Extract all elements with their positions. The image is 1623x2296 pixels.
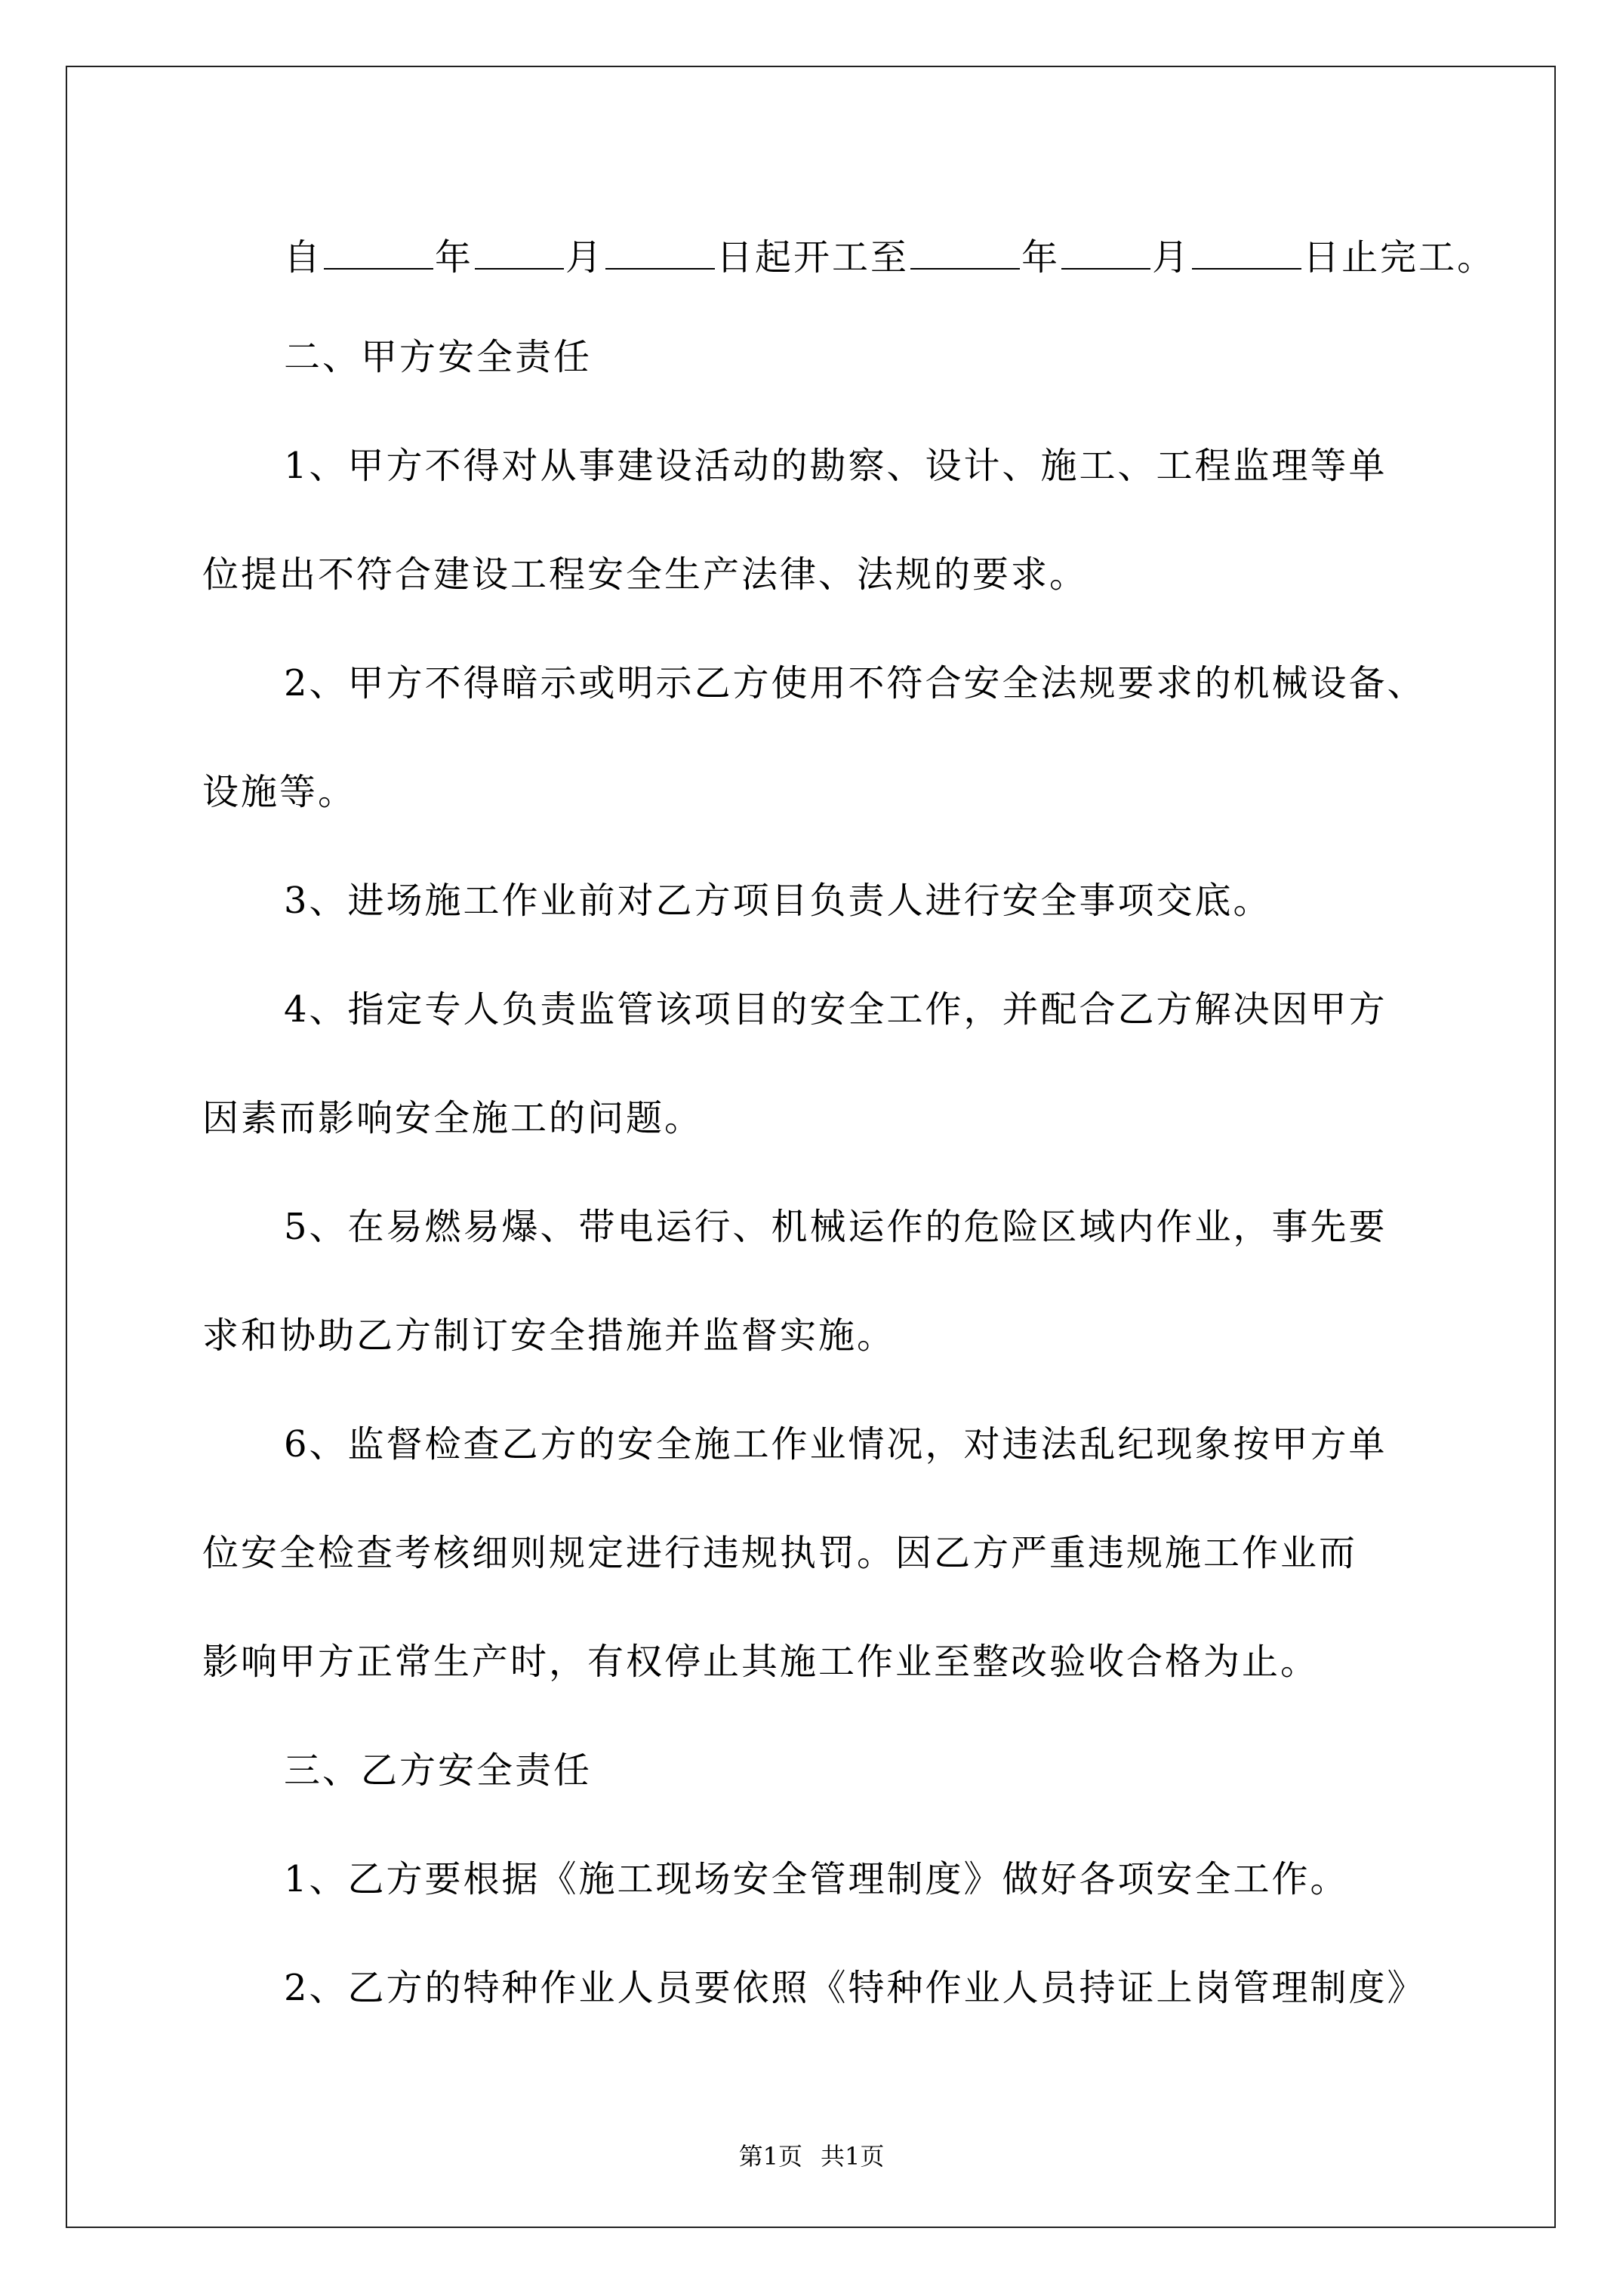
month-label-2: 月 [1152, 236, 1191, 279]
paragraph-line: 影响甲方正常生产时，有权停止其施工作业至整改验收合格为止。 [202, 1641, 1320, 1683]
section-heading-party-a: 二、甲方安全责任 [284, 336, 593, 378]
paragraph-line: 5、在易燃易爆、带电运行、机械运作的危险区域内作业，事先要 [284, 1206, 1387, 1248]
page-border [66, 66, 1556, 2228]
end-suffix: 日止完工。 [1303, 236, 1496, 279]
paragraph-line: 位安全检查考核细则规定进行违规执罚。因乙方严重违规施工作业而 [202, 1532, 1358, 1574]
month-blank [475, 235, 564, 270]
paragraph-line: 4、指定专人负责监管该项目的安全工作，并配合乙方解决因甲方 [284, 988, 1387, 1031]
paragraph-line: 3、进场施工作业前对乙方项目负责人进行安全事项交底。 [284, 880, 1272, 922]
paragraph-line: 2、甲方不得暗示或明示乙方使用不符合安全法规要求的机械设备、 [284, 662, 1426, 704]
date-prefix: 自 [284, 236, 323, 279]
paragraph-line: 6、监督检查乙方的安全施工作业情况，对违法乱纪现象按甲方单 [284, 1423, 1387, 1465]
paragraph-line: 设施等。 [202, 771, 357, 813]
page-number: 第1页 [738, 2142, 802, 2171]
date-line [284, 235, 1495, 280]
paragraph-line: 位提出不符合建设工程安全生产法律、法规的要求。 [202, 553, 1089, 596]
month-label-1: 月 [565, 236, 605, 279]
section-heading-party-b: 三、乙方安全责任 [284, 1749, 593, 1792]
page-footer [0, 2141, 1623, 2171]
day-blank [605, 235, 715, 270]
year-blank-2 [910, 235, 1020, 270]
start-suffix: 日起开工至 [716, 236, 910, 279]
year-blank [324, 235, 433, 270]
paragraph-line: 2、乙方的特种作业人员要依照《特种作业人员持证上岗管理制度》 [284, 1967, 1426, 2009]
paragraph-line: 求和协助乙方制订安全措施并监督实施。 [202, 1314, 896, 1357]
year-label-1: 年 [435, 236, 474, 279]
month-blank-2 [1061, 235, 1150, 270]
page-total: 共1页 [821, 2142, 885, 2171]
paragraph-line: 1、乙方要根据《施工现场安全管理制度》做好各项安全工作。 [284, 1858, 1349, 1900]
year-label-2: 年 [1021, 236, 1061, 279]
paragraph-line: 因素而影响安全施工的问题。 [202, 1097, 704, 1139]
day-blank-2 [1192, 235, 1301, 270]
paragraph-line: 1、甲方不得对从事建设活动的勘察、设计、施工、工程监理等单 [284, 445, 1387, 487]
